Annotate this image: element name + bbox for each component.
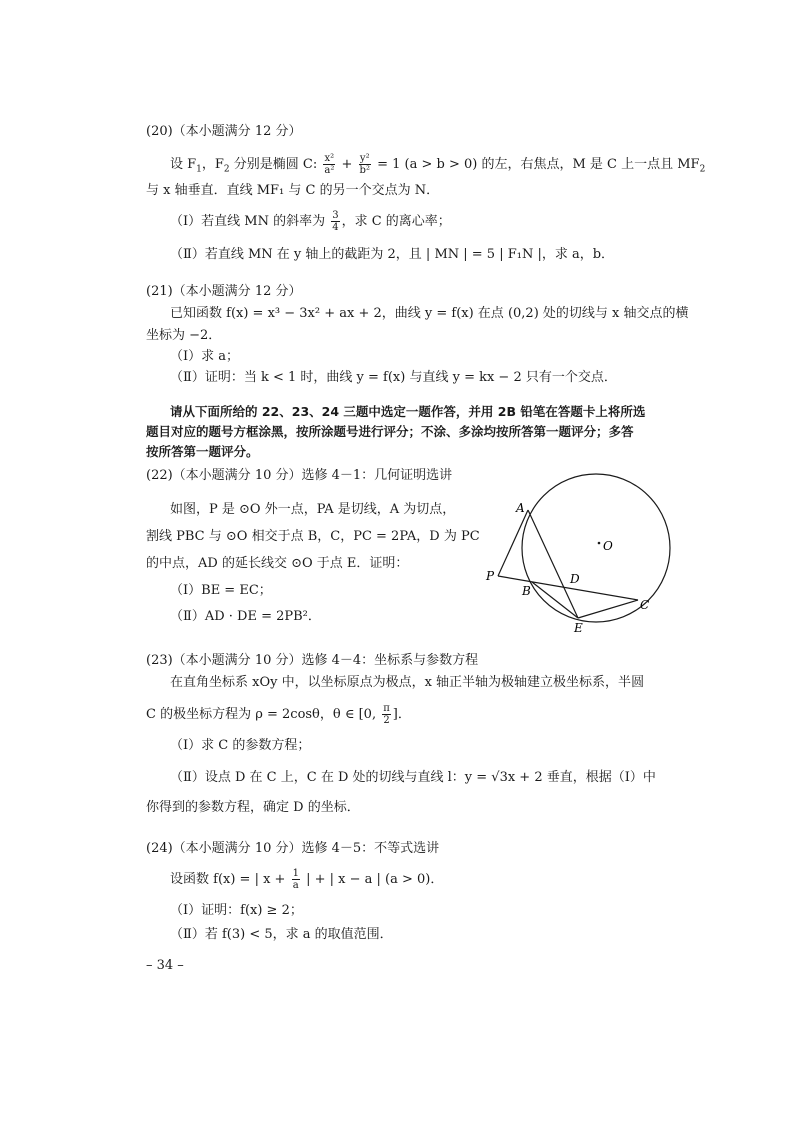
q21-line2: 坐标为 −2． bbox=[146, 328, 222, 343]
q20-fraction-x bbox=[323, 153, 335, 176]
q20-frac2-numerator: y² bbox=[359, 153, 370, 164]
q23-heading: (23)（本小题满分 10 分）选修 4－4：坐标系与参数方程 bbox=[146, 653, 479, 668]
q20-sub-2: 2 bbox=[223, 164, 230, 175]
line-ae bbox=[528, 510, 578, 618]
q23-part1: （Ⅰ）求 C 的参数方程； bbox=[170, 738, 311, 753]
label-a: A bbox=[516, 501, 525, 515]
q20-part2: （Ⅱ）若直线 MN 在 y 轴上的截距为 2，且 | MN | = 5 | F₁N |，求 a，b． bbox=[170, 247, 615, 262]
q20-part1-numerator: 3 bbox=[332, 210, 339, 221]
q20-plus: + bbox=[337, 157, 357, 172]
q24-text-b: | + | x − a | (a > 0)． bbox=[301, 872, 444, 887]
q20-text-a: 设 F bbox=[170, 157, 197, 172]
q20-part1-denominator: 4 bbox=[332, 222, 339, 233]
q20-line2: 与 x 轴垂直．直线 MF₁ 与 C 的另一个交点为 N． bbox=[146, 183, 440, 198]
q20-part1-fraction bbox=[331, 210, 339, 233]
q20-text-b: ，F bbox=[201, 157, 224, 172]
q21-part2: （Ⅱ）证明：当 k < 1 时，曲线 y = f(x) 与直线 y = kx − 2 只有一个交点． bbox=[170, 370, 617, 385]
q20-heading: (20)（本小题满分 12 分） bbox=[146, 124, 302, 139]
q20-text-d: = 1 (a > b > 0) 的左，右焦点，M 是 C 上一点且 MF bbox=[372, 157, 700, 172]
label-o: O bbox=[603, 539, 613, 553]
q20-sub-1: 1 bbox=[196, 164, 202, 175]
q22-line1: 如图，P 是 ⊙O 外一点，PA 是切线，A 为切点， bbox=[170, 502, 456, 517]
q22-line3: 的中点，AD 的延长线交 ⊙O 于点 E．证明： bbox=[146, 556, 409, 571]
q23-text-a: C 的极坐标方程为 ρ = 2cosθ，θ ∈ [0, bbox=[146, 707, 381, 722]
q24-text-a: 设函数 f(x) = | x + bbox=[170, 872, 290, 887]
q23-line2 bbox=[146, 703, 411, 726]
geometry-figure bbox=[480, 470, 680, 640]
q22-part1: （Ⅰ）BE = EC； bbox=[170, 583, 272, 598]
q24-fraction bbox=[292, 868, 300, 891]
q20-part1-text-a: （Ⅰ）若直线 MN 的斜率为 bbox=[170, 214, 330, 229]
q23-line1: 在直角坐标系 xOy 中，以坐标原点为极点，x 轴正半轴为极轴建立极坐标系，半圆 bbox=[170, 675, 645, 690]
page-number: – 34 – bbox=[146, 958, 184, 973]
instructions-line2: 题目对应的题号方框涂黑，按所涂题号进行评分；不涂、多涂均按所答第一题评分；多答 bbox=[146, 424, 634, 439]
label-c: C bbox=[640, 598, 650, 612]
q20-frac1-numerator: x² bbox=[324, 153, 335, 164]
q23-fraction bbox=[382, 703, 391, 726]
q22-line2: 割线 PBC 与 ⊙O 相交于点 B，C，PC = 2PA，D 为 PC bbox=[146, 529, 480, 544]
center-point bbox=[598, 542, 601, 545]
q21-part1: （Ⅰ）求 a； bbox=[170, 349, 240, 364]
q23-part2: （Ⅱ）设点 D 在 C 上，C 在 D 处的切线与直线 l：y = √3x + 2 垂直，根据（Ⅰ）中 bbox=[170, 770, 656, 785]
instructions-line3: 按所答第一题评分。 bbox=[146, 444, 259, 459]
label-d: D bbox=[570, 572, 580, 586]
q20-fraction-y bbox=[359, 153, 371, 176]
q23-numerator: π bbox=[383, 703, 390, 714]
label-b: B bbox=[522, 584, 531, 598]
q20-sub-mf2: 2 bbox=[699, 164, 706, 175]
q20-text-c: 分别是椭圆 C: bbox=[229, 157, 322, 172]
q21-line1: 已知函数 f(x) = x³ − 3x² + ax + 2，曲线 y = f(x) 在点 (0,2) 处的切线与 x 轴交点的横 bbox=[170, 306, 689, 321]
q20-line1 bbox=[170, 153, 705, 179]
label-p: P bbox=[486, 569, 495, 583]
q20-frac1-denominator: a² bbox=[324, 165, 335, 176]
q22-heading: (22)（本小题满分 10 分）选修 4－1：几何证明选讲 bbox=[146, 468, 453, 483]
q23-line3: 你得到的参数方程，确定 D 的坐标． bbox=[146, 800, 360, 815]
segment-be bbox=[532, 582, 578, 618]
segment-ec bbox=[578, 600, 638, 618]
q24-part2: （Ⅱ）若 f(3) < 5，求 a 的取值范围． bbox=[170, 927, 393, 942]
q23-denominator: 2 bbox=[383, 715, 390, 726]
q24-heading: (24)（本小题满分 10 分）选修 4－5：不等式选讲 bbox=[146, 841, 440, 856]
label-e: E bbox=[574, 621, 583, 635]
instructions-line1: 请从下面所给的 22、23、24 三题中选定一题作答，并用 2B 铅笔在答题卡上将所选 bbox=[170, 404, 646, 419]
q23-text-b: ]． bbox=[392, 707, 411, 722]
q22-part2: （Ⅱ）AD · DE = 2PB²． bbox=[170, 609, 321, 624]
q24-line1 bbox=[170, 868, 443, 891]
q20-part1 bbox=[170, 210, 451, 233]
q24-part1: （Ⅰ）证明：f(x) ≥ 2； bbox=[170, 903, 303, 918]
q20-part1-text-b: ，求 C 的离心率； bbox=[341, 214, 451, 229]
q24-denominator: a bbox=[292, 880, 299, 891]
q20-frac2-denominator: b² bbox=[359, 165, 370, 176]
q21-heading: (21)（本小题满分 12 分） bbox=[146, 284, 302, 299]
q24-numerator: 1 bbox=[292, 868, 299, 879]
tangent-pa bbox=[498, 510, 528, 576]
